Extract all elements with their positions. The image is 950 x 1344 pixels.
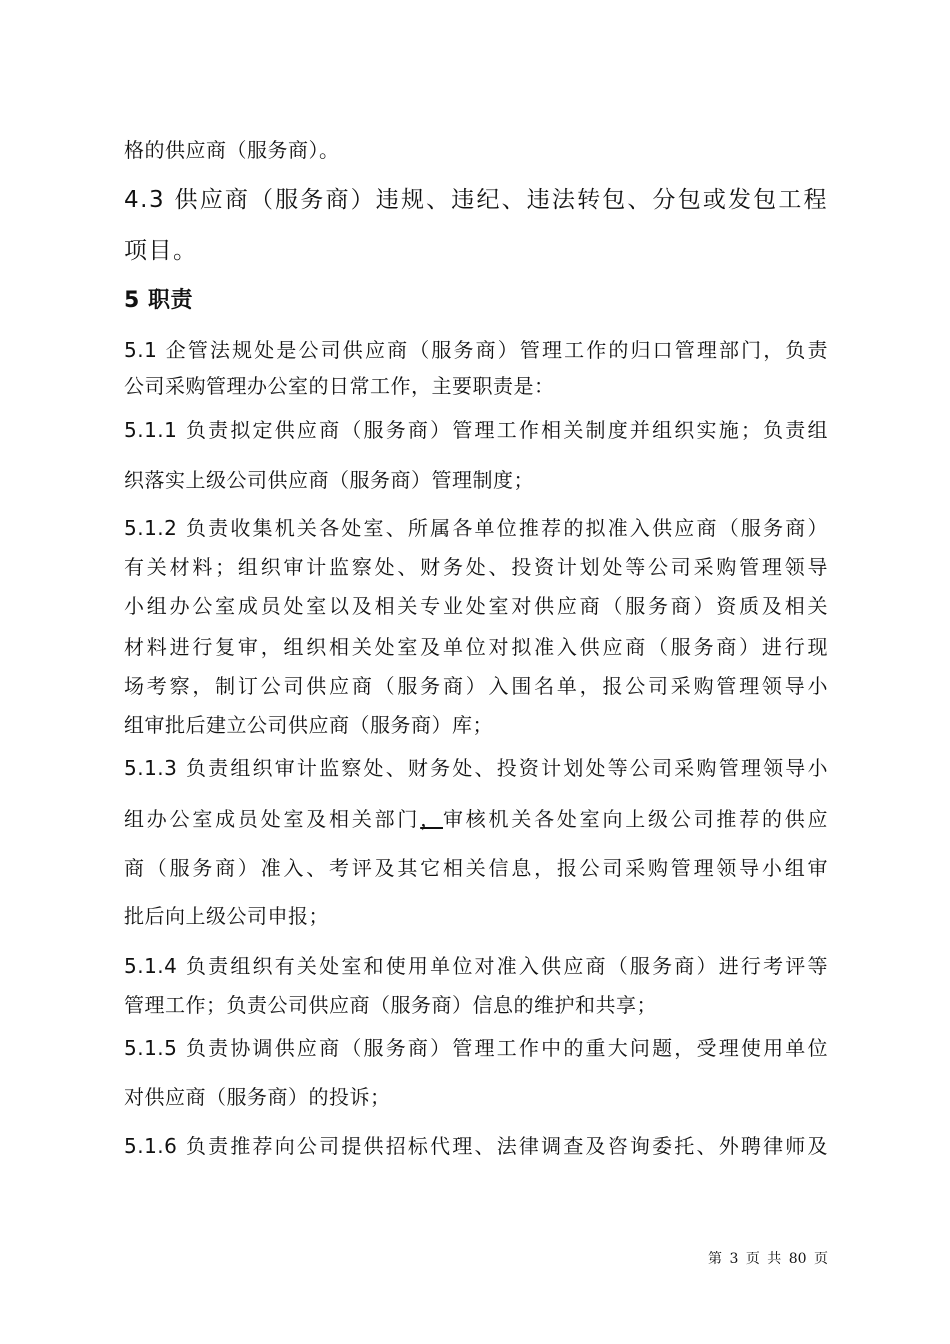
text-line: 5.1.4 负责组织有关处室和使用单位对准入供应商（服务商）进行考评等 xyxy=(124,954,828,978)
text-line: 5.1.5 负责协调供应商（服务商）管理工作中的重大问题，受理使用单位 xyxy=(124,1036,828,1060)
text-line: 有关材料；组织审计监察处、财务处、投资计划处等公司采购管理领导 xyxy=(124,555,828,579)
text-line: 场考察，制订公司供应商（服务商）入围名单，报公司采购管理领导小 xyxy=(124,674,828,698)
text-line: 组审批后建立公司供应商（服务商）库； xyxy=(124,713,493,737)
text-line xyxy=(124,805,828,833)
text-line: 对供应商（服务商）的投诉； xyxy=(124,1085,391,1109)
section-4-3-line: 4.3 供应商（服务商）违规、违纪、违法转包、分包或发包工程 xyxy=(124,187,828,213)
text-line: 商（服务商）准入、考评及其它相关信息，报公司采购管理领导小组审 xyxy=(124,856,828,880)
text-line: 材料进行复审，组织相关处室及单位对拟准入供应商（服务商）进行现 xyxy=(124,635,828,659)
text-segment: 组办公室成员处室及相关部门 xyxy=(124,807,421,831)
text-line: 项目。 xyxy=(124,238,198,264)
text-line: 管理工作；负责公司供应商（服务商）信息的维护和共享； xyxy=(124,993,657,1017)
text-line: 5.1.3 负责组织审计监察处、财务处、投资计划处等公司采购管理领导小 xyxy=(124,756,828,780)
text-line: 批后向上级公司申报； xyxy=(124,904,329,928)
text-line: 小组办公室成员处室以及相关专业处室对供应商（服务商）资质及相关 xyxy=(124,594,828,618)
page-number-footer: 第 3 页 共 80 页 xyxy=(708,1251,828,1267)
text-line: 5.1.6 负责推荐向公司提供招标代理、法律调查及咨询委托、外聘律师及 xyxy=(124,1134,828,1158)
text-line: 格的供应商（服务商）。 xyxy=(124,138,340,162)
section-heading: 5 职责 xyxy=(124,288,193,313)
text-line: 5.1.2 负责收集机关各处室、所属各单位推荐的拟准入供应商（服务商） xyxy=(124,516,828,540)
text-line: 织落实上级公司供应商（服务商）管理制度； xyxy=(124,468,534,492)
underlined-comma: ， xyxy=(420,807,443,831)
text-line: 5.1.1 负责拟定供应商（服务商）管理工作相关制度并组织实施；负责组 xyxy=(124,418,828,442)
text-segment: 审核机关各处室向上级公司推荐的供应 xyxy=(442,807,829,831)
text-line: 5.1 企管法规处是公司供应商（服务商）管理工作的归口管理部门，负责 xyxy=(124,338,828,362)
text-line: 公司采购管理办公室的日常工作，主要职责是： xyxy=(124,374,555,398)
